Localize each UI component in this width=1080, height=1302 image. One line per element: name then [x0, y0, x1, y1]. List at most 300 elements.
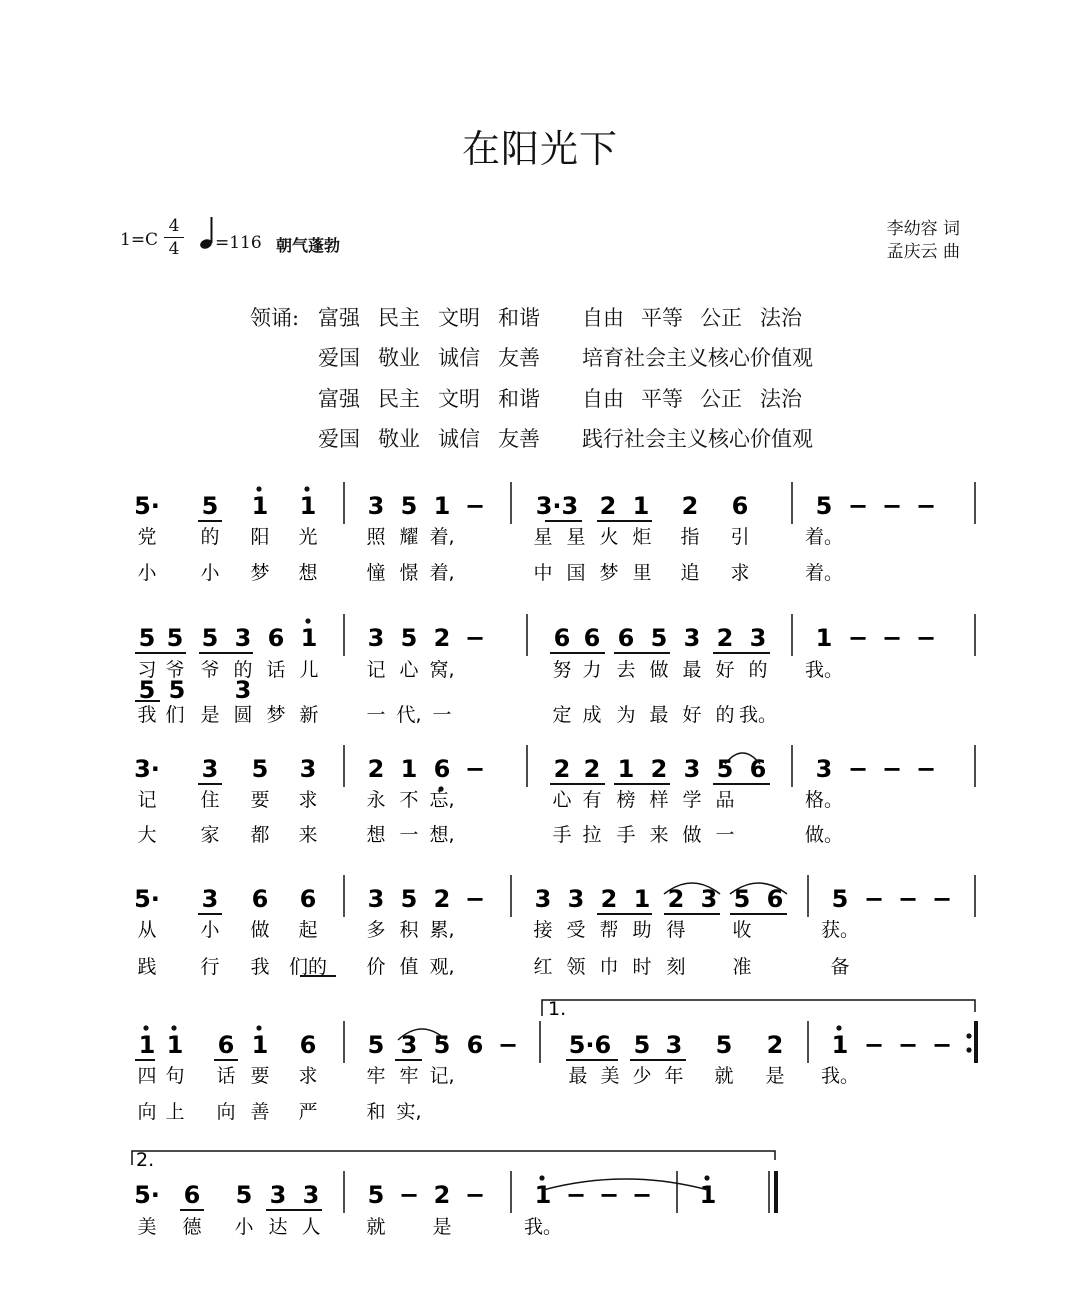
- note-number: 6: [433, 755, 451, 783]
- lyric-syllable: 美: [137, 1216, 157, 1238]
- time-signature-bottom: 4: [168, 239, 180, 259]
- note-number: 6: [731, 492, 749, 520]
- octave-dot: [305, 618, 310, 623]
- lyric-syllable: 获。: [820, 919, 860, 941]
- lyric-syllable: 圆: [233, 704, 253, 726]
- lyric-syllable: 一: [366, 704, 386, 726]
- note-number: 3: [815, 755, 833, 783]
- lyric-syllable: 起: [298, 919, 318, 941]
- lyric-syllable: 的: [748, 659, 768, 681]
- lyric-syllable: 求: [730, 562, 750, 584]
- dash-mark: −: [931, 1031, 953, 1059]
- lyric-syllable: 求: [298, 1065, 318, 1087]
- note-number: 1: [400, 755, 418, 783]
- tempo-mark: =116: [215, 233, 262, 253]
- note-number: 5: [251, 755, 269, 783]
- lyric-syllable: 小: [137, 562, 157, 584]
- dash-mark: −: [863, 885, 885, 913]
- lyric-syllable: 梦: [266, 704, 286, 726]
- note-number: 5: [201, 492, 219, 520]
- lyric-syllable: 有: [582, 789, 602, 811]
- lyric-syllable: 善: [250, 1101, 270, 1123]
- note-number: 5·: [134, 885, 160, 913]
- lyric-syllable: 美: [600, 1065, 620, 1087]
- lyric-syllable: 值: [399, 956, 419, 978]
- note-number: 3: [302, 1181, 320, 1209]
- dash-mark: −: [464, 755, 486, 783]
- lyric-syllable: 爷: [200, 659, 220, 681]
- octave-dot: [304, 486, 309, 491]
- octave-dot: [704, 1175, 709, 1180]
- song-title: 在阳光下: [461, 127, 618, 171]
- note-number: 1: [632, 492, 650, 520]
- note-number: 1: [433, 492, 451, 520]
- lyric-syllable: 心: [552, 789, 572, 811]
- recitation-word: 爱国: [318, 427, 360, 451]
- octave-dot: [256, 1025, 261, 1030]
- lyric-syllable: 人: [301, 1216, 321, 1238]
- lyric-syllable: 记: [137, 789, 157, 811]
- lyric-syllable: 和: [366, 1101, 386, 1123]
- lyric-syllable: 句: [165, 1065, 185, 1087]
- lyric-syllable: 国: [566, 562, 586, 584]
- lyric-syllable: 德: [182, 1216, 202, 1238]
- lyric-syllable: 最: [682, 659, 702, 681]
- note-number: 3: [700, 885, 718, 913]
- recitation-word: 公正: [700, 387, 742, 411]
- lyric-syllable: 行: [200, 956, 220, 978]
- lyric-syllable: 手: [616, 824, 636, 846]
- recitation-word: 文明: [438, 306, 480, 330]
- lyric-syllable: 收: [732, 919, 752, 941]
- lyric-syllable: 着。: [804, 526, 844, 548]
- lyric-syllable: 上: [165, 1101, 185, 1123]
- lyric-syllable: 得: [666, 919, 686, 941]
- lyric-syllable: 窝,: [429, 659, 455, 681]
- lyric-syllable: 牢: [366, 1065, 386, 1087]
- note-number: 1: [831, 1031, 849, 1059]
- lyric-syllable: 去: [616, 659, 636, 681]
- note-number: 5: [201, 624, 219, 652]
- lyric-syllable: 记,: [429, 1065, 455, 1087]
- key-signature: 1=C: [120, 230, 159, 250]
- lyric-syllable: 少: [632, 1065, 652, 1087]
- dash-mark: −: [497, 1031, 519, 1059]
- lyric-syllable: 我。: [820, 1065, 860, 1087]
- repeat-dot: [966, 1047, 971, 1052]
- dash-mark: −: [464, 885, 486, 913]
- dash-mark: −: [598, 1181, 620, 1209]
- recitation-word: 友善: [498, 427, 540, 451]
- lyric-syllable: 榜: [616, 789, 636, 811]
- note-number: 5: [831, 885, 849, 913]
- note-number: 5: [650, 624, 668, 652]
- dash-mark: −: [464, 624, 486, 652]
- lyric-syllable: 品: [715, 789, 735, 811]
- note-number: 1: [299, 492, 317, 520]
- volta-bracket: [542, 1000, 975, 1016]
- note-number: 2: [583, 755, 601, 783]
- dash-mark: −: [847, 755, 869, 783]
- note-number: 3: [234, 624, 252, 652]
- recitation-word: 平等: [641, 306, 683, 330]
- lyric-syllable: 光: [298, 526, 318, 548]
- note-number: 1: [617, 755, 635, 783]
- lyric-syllable: 备: [830, 956, 850, 978]
- lyric-syllable: 格。: [804, 789, 844, 811]
- recitation-word: 诚信: [438, 427, 480, 451]
- lyric-syllable: 的: [200, 526, 220, 548]
- volta-label: 2.: [136, 1149, 155, 1171]
- lyric-syllable: 是: [765, 1065, 785, 1087]
- note-number: 3: [683, 624, 701, 652]
- note-number: 6: [267, 624, 285, 652]
- note-number: 5·: [134, 1181, 160, 1209]
- lyric-syllable: 受: [566, 919, 586, 941]
- lyric-syllable: 拉: [582, 824, 602, 846]
- lyric-syllable: 们的: [288, 956, 328, 978]
- lyric-syllable: 都: [250, 824, 270, 846]
- lyric-syllable: 准: [732, 956, 752, 978]
- lyric-syllable: 永: [366, 789, 386, 811]
- note-number: 3: [367, 885, 385, 913]
- lyric-syllable: 着,: [429, 562, 455, 584]
- octave-dot: [143, 1025, 148, 1030]
- note-number: 1: [166, 1031, 184, 1059]
- dash-mark: −: [915, 624, 937, 652]
- lyric-syllable: 憬: [399, 562, 419, 584]
- note-number: 5: [367, 1031, 385, 1059]
- note-number: 2: [599, 492, 617, 520]
- note-number: 3: [367, 492, 385, 520]
- note-number: 6: [299, 885, 317, 913]
- lyric-syllable: 力: [582, 659, 602, 681]
- lyric-syllable: 做: [250, 919, 270, 941]
- note-number: 5: [400, 492, 418, 520]
- note-number: 6: [553, 624, 571, 652]
- lyric-syllable: 住: [200, 789, 220, 811]
- note-number: 2: [681, 492, 699, 520]
- octave-dot: [171, 1025, 176, 1030]
- repeat-dot: [966, 1033, 971, 1038]
- note-number: 3: [201, 885, 219, 913]
- lyric-syllable: 新: [299, 704, 319, 726]
- dash-mark: −: [464, 492, 486, 520]
- dash-mark: −: [897, 885, 919, 913]
- dash-mark: −: [881, 492, 903, 520]
- recitation-word: 友善: [498, 346, 540, 370]
- lyric-syllable: 照: [366, 526, 386, 548]
- lyric-syllable: 一: [399, 824, 419, 846]
- lyric-syllable: 儿: [299, 659, 319, 681]
- recitation-word: 诚信: [438, 346, 480, 370]
- lyric-syllable: 一: [715, 824, 735, 846]
- lyric-syllable: 阳: [250, 526, 270, 548]
- lyric-syllable: 样: [649, 789, 669, 811]
- dash-mark: −: [915, 492, 937, 520]
- lyric-syllable: 炬: [632, 526, 652, 548]
- lyric-syllable: 指: [680, 526, 700, 548]
- lyric-syllable: 领: [566, 956, 586, 978]
- lyric-syllable: 想: [298, 562, 318, 584]
- lyric-syllable: 帮: [599, 919, 619, 941]
- note-number: 1: [300, 624, 318, 652]
- lyric-syllable: 最: [568, 1065, 588, 1087]
- note-number: 1: [815, 624, 833, 652]
- lyric-syllable: 向: [216, 1101, 236, 1123]
- lyric-syllable: 实,: [396, 1101, 422, 1123]
- mood-mark: 朝气蓬勃: [276, 236, 341, 255]
- note-number: 2: [667, 885, 685, 913]
- recitation-word: 和谐: [498, 387, 540, 411]
- lyric-syllable: 的: [233, 659, 253, 681]
- note-number: 5: [235, 1181, 253, 1209]
- recitation-word: 践行社会主义核心价值观: [582, 427, 813, 451]
- lyricist: 李幼容 词: [886, 219, 960, 239]
- time-signature-top: 4: [168, 216, 180, 236]
- note-number: 1: [699, 1181, 717, 1209]
- note-number: 5: [716, 755, 734, 783]
- recitation-word: 富强: [318, 387, 360, 411]
- alt-note: 5: [168, 676, 186, 704]
- note-number: 2: [650, 755, 668, 783]
- note-number: 5: [166, 624, 184, 652]
- note-number: 3: [269, 1181, 287, 1209]
- lyric-syllable: 想,: [429, 824, 455, 846]
- lyric-syllable: 就: [366, 1216, 386, 1238]
- note-number: 3: [749, 624, 767, 652]
- lyric-syllable: 不: [399, 789, 419, 811]
- lyric-syllable: 刻: [666, 956, 686, 978]
- lyric-syllable: 中: [533, 562, 553, 584]
- note-number: 5·6: [568, 1031, 612, 1059]
- note-number: 5: [815, 492, 833, 520]
- lyric-syllable: 家: [200, 824, 220, 846]
- lyric-syllable: 代,: [396, 704, 422, 726]
- lyric-syllable: 成: [582, 704, 602, 726]
- note-number: 1: [633, 885, 651, 913]
- lyric-syllable: 心: [399, 659, 419, 681]
- lyric-syllable: 累,: [429, 919, 455, 941]
- recitation-word: 敬业: [378, 346, 420, 370]
- lyric-syllable: 时: [632, 956, 652, 978]
- note-number: 3: [665, 1031, 683, 1059]
- lyric-syllable: 梦: [599, 562, 619, 584]
- note-number: 3: [683, 755, 701, 783]
- lyric-syllable: 好: [682, 704, 702, 726]
- note-number: 5: [715, 1031, 733, 1059]
- note-number: 6: [183, 1181, 201, 1209]
- octave-dot: [539, 1175, 544, 1180]
- lyric-syllable: 憧: [366, 562, 386, 584]
- lyric-syllable: 严: [298, 1101, 318, 1123]
- lyric-syllable: 我。: [523, 1216, 563, 1238]
- dash-mark: −: [897, 1031, 919, 1059]
- recitation-word: 法治: [760, 387, 802, 411]
- lyric-syllable: 学: [682, 789, 702, 811]
- lyric-syllable: 四: [137, 1065, 157, 1087]
- octave-dot: [836, 1025, 841, 1030]
- lyric-syllable: 一: [432, 704, 452, 726]
- lyric-syllable: 着,: [429, 526, 455, 548]
- lyric-syllable: 是: [432, 1216, 452, 1238]
- lyric-syllable: 践: [137, 956, 157, 978]
- note-number: 2: [766, 1031, 784, 1059]
- note-number: 2: [553, 755, 571, 783]
- note-number: 5: [400, 624, 418, 652]
- lyric-syllable: 助: [632, 919, 652, 941]
- note-number: 3: [367, 624, 385, 652]
- lyric-syllable: 小: [200, 562, 220, 584]
- lyric-syllable: 党: [137, 526, 157, 548]
- recitation-word: 和谐: [498, 306, 540, 330]
- note-number: 5: [138, 624, 156, 652]
- recitation-word: 自由: [582, 387, 624, 411]
- lyric-syllable: 红: [533, 956, 553, 978]
- note-number: 5: [400, 885, 418, 913]
- note-number: 3·3: [535, 492, 579, 520]
- recitation-word: 平等: [641, 387, 683, 411]
- note-number: 3·: [134, 755, 160, 783]
- note-number: 3: [534, 885, 552, 913]
- lyric-syllable: 我。: [804, 659, 844, 681]
- dash-mark: −: [915, 755, 937, 783]
- lyric-syllable: 就: [714, 1065, 734, 1087]
- lyric-syllable: 追: [680, 562, 700, 584]
- lyric-syllable: 我: [250, 956, 270, 978]
- lyric-syllable: 记: [366, 659, 386, 681]
- lyric-syllable: 最: [649, 704, 669, 726]
- octave-dot: [256, 486, 261, 491]
- note-number: 5·: [134, 492, 160, 520]
- lyric-syllable: 梦: [250, 562, 270, 584]
- lyric-syllable: 小: [234, 1216, 254, 1238]
- dash-mark: −: [847, 492, 869, 520]
- lyric-syllable: 积: [399, 919, 419, 941]
- dash-mark: −: [931, 885, 953, 913]
- lyric-syllable: 手: [552, 824, 572, 846]
- volta-label: 1.: [548, 998, 567, 1020]
- lyric-syllable: 星: [566, 526, 586, 548]
- lyric-syllable: 里: [632, 562, 652, 584]
- composer: 孟庆云 曲: [886, 242, 960, 262]
- lyric-syllable: 来: [649, 824, 669, 846]
- note-number: 6: [251, 885, 269, 913]
- note-number: 6: [299, 1031, 317, 1059]
- recitation-label: 领诵:: [250, 306, 300, 330]
- note-number: 5: [367, 1181, 385, 1209]
- note-number: 3: [201, 755, 219, 783]
- dash-mark: −: [565, 1181, 587, 1209]
- recitation-word: 民主: [378, 306, 420, 330]
- lyric-syllable: 是: [200, 704, 220, 726]
- lyric-syllable: 话: [266, 659, 286, 681]
- note-number: 2: [716, 624, 734, 652]
- note-number: 5: [633, 1031, 651, 1059]
- lyric-syllable: 我: [137, 704, 157, 726]
- note-number: 3: [567, 885, 585, 913]
- note-number: 2: [433, 1181, 451, 1209]
- recitation-word: 法治: [760, 306, 802, 330]
- dash-mark: −: [631, 1181, 653, 1209]
- lyric-syllable: 达: [268, 1216, 288, 1238]
- note-number: 1: [251, 492, 269, 520]
- lyric-syllable: 接: [533, 919, 553, 941]
- note-number: 5: [433, 1031, 451, 1059]
- dash-mark: −: [881, 755, 903, 783]
- lyric-syllable: 的: [715, 704, 735, 726]
- recitation-word: 公正: [700, 306, 742, 330]
- note-number: 2: [433, 624, 451, 652]
- lyric-syllable: 牢: [399, 1065, 419, 1087]
- note-number: 1: [534, 1181, 552, 1209]
- lyric-syllable: 引: [730, 526, 750, 548]
- lyric-syllable: 多: [366, 919, 386, 941]
- lyric-syllable: 做。: [804, 824, 844, 846]
- recitation-word: 自由: [582, 306, 624, 330]
- lyric-syllable: 做: [682, 824, 702, 846]
- lyric-syllable: 爷: [165, 659, 185, 681]
- lyric-syllable: 年: [664, 1065, 684, 1087]
- note-number: 6: [466, 1031, 484, 1059]
- note-number: 6: [766, 885, 784, 913]
- dash-mark: −: [398, 1181, 420, 1209]
- lyric-syllable: 想: [366, 824, 386, 846]
- note-number: 3: [400, 1031, 418, 1059]
- lyric-syllable: 们: [165, 704, 185, 726]
- note-number: 2: [600, 885, 618, 913]
- recitation-word: 爱国: [318, 346, 360, 370]
- dash-mark: −: [881, 624, 903, 652]
- lyric-syllable: 来: [298, 824, 318, 846]
- note-number: 3: [299, 755, 317, 783]
- lyric-syllable: 习: [137, 659, 157, 681]
- dash-mark: −: [847, 624, 869, 652]
- lyric-syllable: 努: [552, 659, 572, 681]
- note-number: 2: [367, 755, 385, 783]
- note-number: 5: [733, 885, 751, 913]
- lyric-syllable: 要: [250, 1065, 270, 1087]
- note-number: 1: [138, 1031, 156, 1059]
- lyric-syllable: 求: [298, 789, 318, 811]
- note-number: 6: [617, 624, 635, 652]
- dash-mark: −: [863, 1031, 885, 1059]
- recitation-word: 文明: [438, 387, 480, 411]
- lyric-syllable: 为: [616, 704, 636, 726]
- lyric-syllable: 价: [366, 956, 386, 978]
- recitation-word: 富强: [318, 306, 360, 330]
- alt-note: 3: [234, 676, 252, 704]
- lyric-syllable: 观,: [429, 956, 455, 978]
- lyric-syllable: 大: [137, 824, 157, 846]
- recitation-word: 民主: [378, 387, 420, 411]
- note-number: 1: [251, 1031, 269, 1059]
- lyric-syllable: 小: [200, 919, 220, 941]
- lyric-syllable: 向: [137, 1101, 157, 1123]
- lyric-syllable: 着。: [804, 562, 844, 584]
- lyric-syllable: 忘,: [429, 789, 455, 811]
- note-number: 6: [583, 624, 601, 652]
- lyric-syllable: 巾: [599, 956, 619, 978]
- recitation-word: 培育社会主义核心价值观: [582, 346, 813, 370]
- lyric-syllable: 话: [216, 1065, 236, 1087]
- note-number: 6: [217, 1031, 235, 1059]
- lyric-syllable: 做: [649, 659, 669, 681]
- volta-bracket: [132, 1151, 775, 1165]
- lyric-syllable: 耀: [399, 526, 419, 548]
- dash-mark: −: [464, 1181, 486, 1209]
- lyric-syllable: 星: [533, 526, 553, 548]
